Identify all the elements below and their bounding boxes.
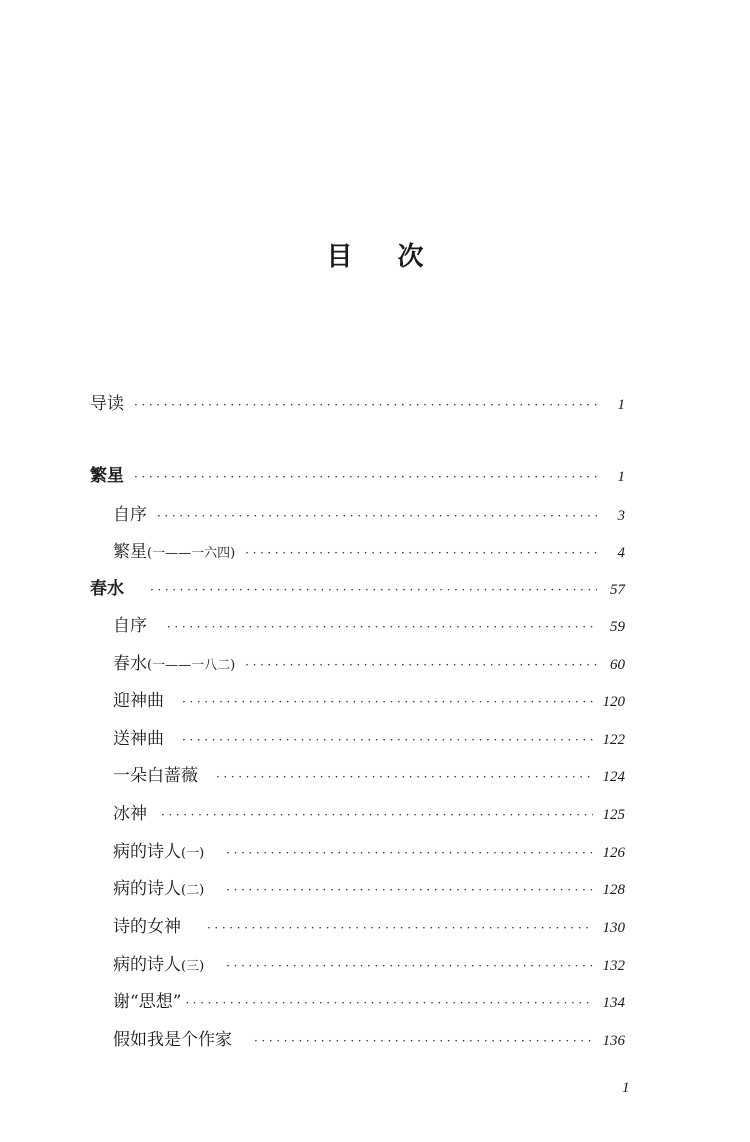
toc-entry-chunshui-poems[interactable] xyxy=(113,652,625,676)
toc-entry-label: 冰神 xyxy=(113,804,147,824)
toc-entry-title: 病的诗人 xyxy=(113,955,181,975)
toc-entry-shidenvshen[interactable] xyxy=(113,915,625,939)
toc-entry-page: 3 xyxy=(617,508,625,524)
toc-entry-page: 126 xyxy=(602,845,625,861)
toc-leader-dots xyxy=(254,1029,593,1053)
toc-leader-dots xyxy=(207,916,593,940)
toc-entry-title: 病的诗人 xyxy=(113,842,181,862)
toc-entry-page: 59 xyxy=(610,619,625,635)
toc-entry-bingdeshiren-3[interactable] xyxy=(113,953,625,977)
toc-entry-page: 120 xyxy=(602,694,625,710)
toc-entry-label xyxy=(113,652,235,678)
toc-entry-xiesixiang[interactable] xyxy=(113,990,625,1014)
toc-entry-subtitle: (三) xyxy=(181,959,205,974)
toc-section-label: 繁星 xyxy=(90,466,124,486)
toc-entry-label: 导读 xyxy=(90,394,124,414)
toc-entry-page: 57 xyxy=(610,582,625,598)
toc-entry-subtitle: (二) xyxy=(181,883,205,898)
toc-section-fanxing[interactable] xyxy=(90,464,625,488)
toc-entry-label xyxy=(113,877,204,903)
toc-leader-dots xyxy=(245,541,597,565)
toc-entry-label: 谢“思想” xyxy=(113,992,182,1012)
toc-entry-label: 送神曲 xyxy=(113,729,164,749)
page-title: 目 次 xyxy=(326,242,442,272)
toc-entry-subtitle: (一——一六四) xyxy=(147,546,236,561)
toc-entry-page: 122 xyxy=(602,732,625,748)
toc-entry-page: 124 xyxy=(602,769,625,785)
toc-entry-baiqiangwei[interactable] xyxy=(113,764,625,788)
toc-leader-dots xyxy=(185,991,592,1015)
toc-leader-dots xyxy=(245,653,597,677)
toc-entry-subtitle: (一) xyxy=(181,846,205,861)
toc-entry-fanxing-poems[interactable] xyxy=(113,540,625,564)
toc-leader-dots xyxy=(226,878,592,902)
toc-entry-label xyxy=(113,540,235,566)
toc-entry-page: 4 xyxy=(617,545,625,561)
toc-entry-jiaruwoshigezuojia[interactable] xyxy=(113,1028,625,1052)
toc-entry-page: 1 xyxy=(617,397,625,413)
toc-entry-label xyxy=(113,953,204,979)
toc-entry-page: 60 xyxy=(610,657,625,673)
toc-entry-label xyxy=(113,840,204,866)
toc-entry-bingshen[interactable] xyxy=(113,802,625,826)
toc-entry-page: 134 xyxy=(602,995,625,1011)
toc-leader-dots xyxy=(150,578,597,602)
toc-entry-zixu-1[interactable] xyxy=(113,503,625,527)
toc-entry-page: 136 xyxy=(602,1033,625,1049)
toc-leader-dots xyxy=(161,803,593,827)
toc-entry-title: 春水 xyxy=(113,654,147,674)
toc-leader-dots xyxy=(216,765,593,789)
toc-leader-dots xyxy=(134,465,597,489)
toc-entry-page: 1 xyxy=(617,469,625,485)
toc-entry-yingshenqu[interactable] xyxy=(113,689,625,713)
toc-entry-bingdeshiren-2[interactable] xyxy=(113,877,625,901)
toc-leader-dots xyxy=(182,690,593,714)
toc-entry-zixu-2[interactable] xyxy=(113,614,625,638)
toc-entry-songshenqu[interactable] xyxy=(113,727,625,751)
toc-entry-daodu[interactable] xyxy=(90,392,625,416)
toc-entry-page: 128 xyxy=(602,882,625,898)
toc-leader-dots xyxy=(167,615,597,639)
toc-entry-title: 繁星 xyxy=(113,542,147,562)
toc-entry-page: 132 xyxy=(602,958,625,974)
toc-leader-dots xyxy=(226,841,592,865)
toc-entry-page: 130 xyxy=(602,920,625,936)
toc-entry-subtitle: (一——一八二) xyxy=(147,658,236,673)
toc-entry-page: 125 xyxy=(602,807,625,823)
toc-entry-title: 病的诗人 xyxy=(113,879,181,899)
toc-entry-label: 自序 xyxy=(113,505,147,525)
toc-leader-dots xyxy=(182,728,593,752)
toc-section-chunshui[interactable] xyxy=(90,577,625,601)
toc-entry-label: 诗的女神 xyxy=(113,917,181,937)
toc-entry-label: 一朵白蔷薇 xyxy=(113,766,198,786)
page-number: 1 xyxy=(622,1080,630,1096)
toc-section-label: 春水 xyxy=(90,579,124,599)
toc-entry-label: 自序 xyxy=(113,616,147,636)
toc-leader-dots xyxy=(134,393,597,417)
toc-entry-label: 迎神曲 xyxy=(113,691,164,711)
toc-entry-bingdeshiren-1[interactable] xyxy=(113,840,625,864)
toc-leader-dots xyxy=(226,954,592,978)
toc-entry-label: 假如我是个作家 xyxy=(113,1030,232,1050)
toc-leader-dots xyxy=(157,504,597,528)
